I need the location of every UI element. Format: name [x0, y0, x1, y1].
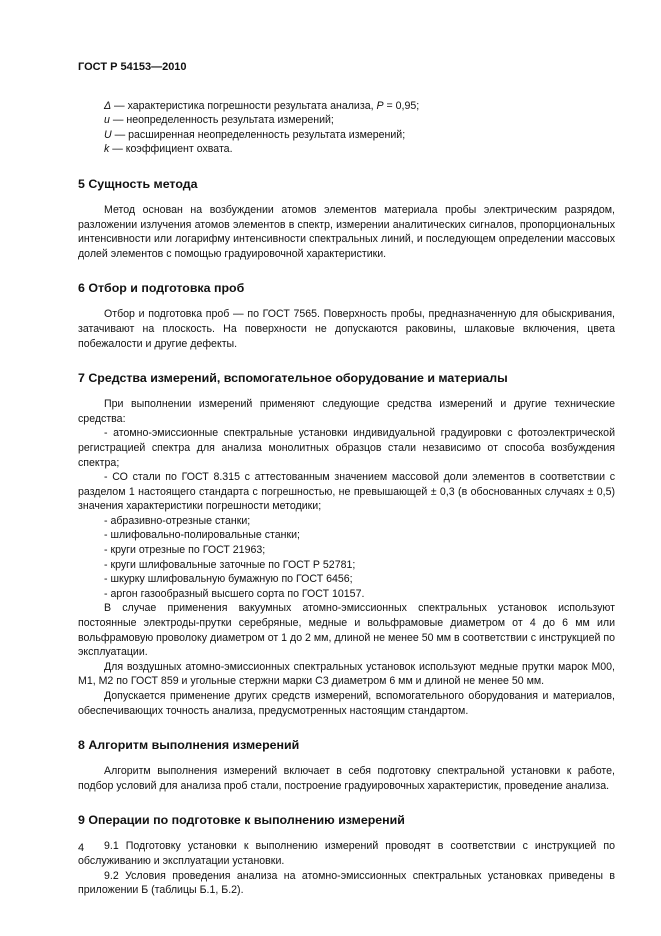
section-7-list-item: - аргон газообразный высшего сорта по ГОСТ 10157. [104, 587, 365, 600]
section-5-title: 5 Сущность метода [78, 176, 198, 191]
standard-header: ГОСТ Р 54153—2010 [78, 61, 187, 73]
section-9-paragraph: 9.1 Подготовку установки к выполнению измерений проводят в соответствии с инструкцией по обслуживанию и эксплуатации установки. [78, 840, 615, 867]
section-7-list-item: - абразивно-отрезные станки; [104, 514, 251, 527]
definition-item [104, 128, 615, 143]
section-7-list-item: - круги шлифовальные заточные по ГОСТ Р 52781; [104, 558, 356, 571]
section-8-paragraph: Алгоритм выполнения измерений включает в себя подготовку спектральной установки к работе, подбор условий для анализа проб стали, построение градуировочных характеристик, проведение анализа. [78, 765, 615, 792]
section-7-paragraph: В случае применения вакуумных атомно-эмиссионных спектральных установок используют постоянные электроды-прутки серебряные, медные и вольфрамовые диаметром от 4 до 6 мм или вольфрамовую проволоку диаметром от 1 до 2 мм, длиной не менее 50 мм в соответствии с инструкцией по эксплуатации. [78, 602, 615, 659]
definition-text: — характеристика погрешности результата анализа, [111, 99, 377, 112]
definition-symbol: k [104, 143, 110, 156]
definition-symbol: U [104, 128, 112, 141]
section-9-title: 9 Операции по подготовке к выполнению измерений [78, 813, 405, 828]
page-number: 4 [78, 842, 85, 854]
section-6-paragraph: Отбор и подготовка проб — по ГОСТ 7565. Поверхность пробы, предназначенную для обыскривания, затачивают на плоскость. На поверхности не допускаются раковины, шлаковые включения, цвета побежалости и другие дефекты. [78, 308, 615, 350]
section-7-paragraph: Допускается применение других средств измерений, вспомогательного оборудования и материалов, обеспечивающих точность анализа, предусмотренных настоящим стандартом. [78, 690, 615, 717]
symbol-definitions [104, 99, 615, 157]
section-5-paragraph: Метод основан на возбуждении атомов элементов материала пробы электрическим разрядом, разложении излучения атомов элементов в спектр, измерении аналитических сигналов, пропорциональных интенсивности или логарифму интенсивности спектральных линий, и последующем определении массовых долей элементов с помощью градуировочной характеристики. [78, 203, 615, 260]
section-8-title: 8 Алгоритм выполнения измерений [78, 738, 300, 753]
definition-tail: = 0,95; [383, 99, 420, 112]
definition-italic-tail: Р [376, 99, 384, 112]
section-7-paragraph: При выполнении измерений применяют следующие средства измерений и другие технические средства: [78, 398, 615, 425]
section-7-paragraph: Для воздушных атомно-эмиссионных спектральных установок используют медные прутки марок М00, М1, М2 по ГОСТ 859 и угольные стержни марки С3 диаметром 6 мм и длиной не менее 50 мм. [78, 660, 615, 688]
section-7-list-item: - шлифовально-полировальные станки; [104, 529, 300, 542]
definition-text: — коэффициент охвата. [109, 143, 233, 156]
section-7-list-item: - атомно-эмиссионные спектральные установки индивидуальной градуировки с фотоэлектрической регистрацией спектра для анализа монолитных образцов стали независимо от способа возбуждения спектра; [78, 427, 615, 469]
definition-symbol: u [104, 114, 110, 127]
definition-text: — неопределенность результата измерений; [109, 114, 334, 127]
definition-item [104, 142, 615, 157]
section-7-list-item: - шкурку шлифовальную бумажную по ГОСТ 6456; [104, 573, 353, 586]
section-7-title: 7 Средства измерений, вспомогательное оборудование и материалы [78, 371, 508, 386]
definition-symbol: Δ [104, 99, 112, 112]
section-7-list-item: - СО стали по ГОСТ 8.315 с аттестованным значением массовой доли элементов в соответствии с разделом 1 настоящего стандарта с погрешностью, не превышающей ± 0,3 (в обоснованных случаях ± 0,5) значения характеристики погрешности методики; [78, 471, 615, 513]
section-6-title: 6 Отбор и подготовка проб [78, 281, 245, 296]
definition-item [104, 99, 615, 114]
definition-text: — расширенная неопределенность результата измерений; [111, 128, 406, 141]
section-9-paragraph: 9.2 Условия проведения анализа на атомно-эмиссионных спектральных установках приведены в приложении Б (таблицы Б.1, Б.2). [78, 869, 615, 897]
definition-item [104, 113, 615, 128]
section-7-list-item: - круги отрезные по ГОСТ 21963; [104, 544, 266, 557]
